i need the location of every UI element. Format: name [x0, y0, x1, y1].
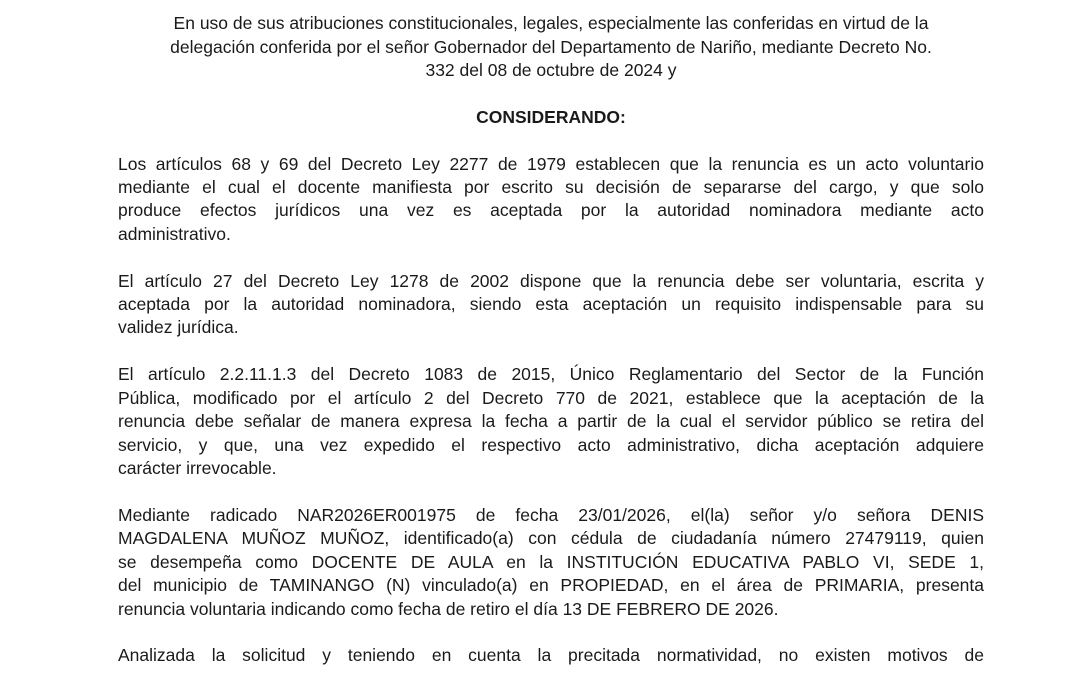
paragraph-radicado — [118, 504, 984, 621]
intro-line: 332 del 08 de octubre de 2024 y — [425, 60, 677, 80]
paragraph-line: renuncia voluntaria indicando como fecha de retiro el día 13 DE FEBRERO DE 2026. — [118, 598, 779, 619]
paragraph-decreto-1278 — [118, 270, 984, 340]
document-page — [118, 12, 984, 691]
paragraph-analisis — [118, 644, 984, 667]
paragraph-decreto-2277 — [118, 153, 984, 247]
intro-line: delegación conferida por el señor Gobernador del Departamento de Nariño, mediante Decreto No. — [170, 36, 932, 57]
paragraph-line: renuncia debe señalar de manera expresa la fecha a partir de la cual el servidor público se retira del — [118, 411, 984, 432]
paragraph-line: aceptada por la autoridad nominadora, siendo esta aceptación un requisito indispensable para su — [118, 294, 984, 315]
paragraph-line: Analizada la solicitud y teniendo en cuenta la precitada normatividad, no existen motivos de — [118, 645, 984, 666]
paragraph-line: servicio, y que, una vez expedido el respectivo acto administrativo, dicha aceptación adquiere — [118, 434, 984, 455]
paragraph-line: carácter irrevocable. — [118, 457, 277, 478]
intro-statement — [118, 12, 984, 83]
paragraph-line: administrativo. — [118, 223, 231, 244]
paragraph-line: validez jurídica. — [118, 317, 239, 338]
paragraph-line: Mediante radicado NAR2026ER001975 de fecha 23/01/2026, el(la) señor y/o señora DENIS — [118, 504, 984, 525]
paragraph-line: El artículo 2.2.11.1.3 del Decreto 1083 de 2015, Único Reglamentario del Sector de la Función — [118, 364, 984, 385]
intro-line: En uso de sus atribuciones constitucionales, legales, especialmente las conferidas en virtud de la — [173, 13, 929, 33]
paragraph-line: se desempeña como DOCENTE DE AULA en la INSTITUCIÓN EDUCATIVA PABLO VI, SEDE 1, — [118, 551, 984, 572]
paragraph-line: El artículo 27 del Decreto Ley 1278 de 2002 dispone que la renuncia debe ser voluntaria, escrita y — [118, 270, 984, 291]
paragraph-line: produce efectos jurídicos una vez es aceptada por la autoridad nominadora mediante acto — [118, 200, 984, 221]
paragraph-line: del municipio de TAMINANGO (N) vinculado(a) en PROPIEDAD, en el área de PRIMARIA, presenta — [118, 575, 984, 596]
paragraph-line: MAGDALENA MUÑOZ MUÑOZ, identificado(a) con cédula de ciudadanía número 27479119, quien — [118, 528, 984, 549]
section-heading: CONSIDERANDO: — [476, 106, 626, 127]
paragraph-line: mediante el cual el docente manifiesta por escrito su decisión de separarse del cargo, y que solo — [118, 176, 984, 197]
paragraph-line: Pública, modificado por el artículo 2 del Decreto 770 de 2021, establece que la aceptación de la — [118, 387, 984, 408]
paragraph-decreto-1083 — [118, 363, 984, 480]
paragraph-line: Los artículos 68 y 69 del Decreto Ley 2277 de 1979 establecen que la renuncia es un acto voluntario — [118, 153, 984, 174]
